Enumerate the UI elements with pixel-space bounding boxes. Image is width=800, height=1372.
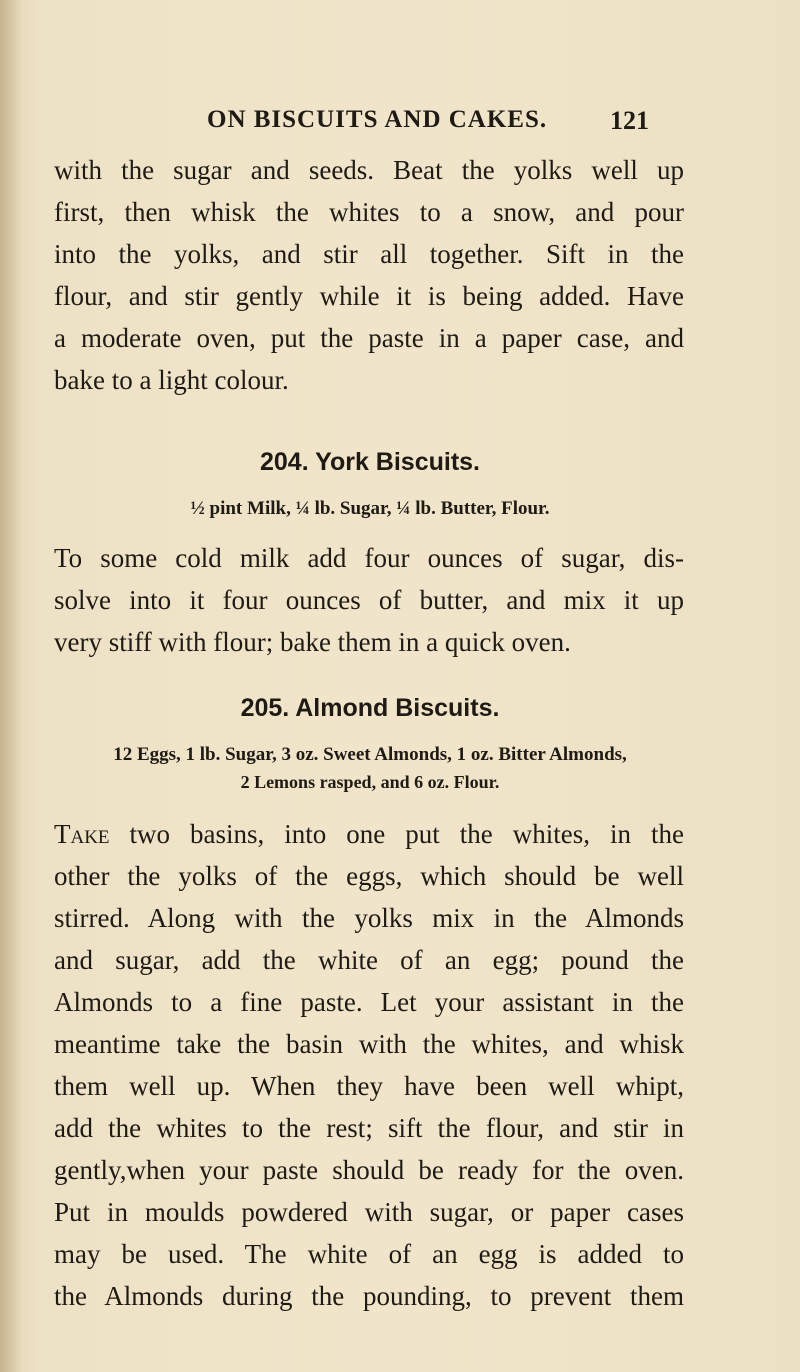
paragraph-first-line — [54, 816, 684, 852]
ingredients-list-205-line2: 2 Lemons rasped, and 6 oz. Flour. — [240, 772, 500, 792]
paragraph-line: and sugar, add the white of an egg; pound the — [54, 945, 684, 975]
paragraph-line: into the yolks, and stir all together. Sift in the — [54, 239, 684, 269]
paragraph-line: may be used. The white of an egg is added to — [54, 1239, 684, 1269]
paragraph-line: first, then whisk the whites to a snow, and pour — [54, 197, 684, 227]
paragraph-line: Put in moulds powdered with sugar, or paper cases — [54, 1197, 684, 1227]
paragraph-line: solve into it four ounces of butter, and mix it up — [54, 585, 684, 615]
paragraph-line: flour, and stir gently while it is being added. Have — [54, 281, 684, 311]
paragraph-line: stirred. Along with the yolks mix in the Almonds — [54, 903, 684, 933]
recipe-heading-205: 205. Almond Biscuits. — [240, 694, 500, 722]
recipe-heading-204: 204. York Biscuits. — [259, 448, 481, 476]
paragraph-line: the Almonds during the pounding, to prevent them — [54, 1281, 684, 1311]
paragraph-line: with the sugar and seeds. Beat the yolks well up — [54, 155, 684, 185]
running-title: ON BISCUITS AND CAKES. — [207, 106, 548, 133]
paragraph-line: them well up. When they have been well whipt, — [54, 1071, 684, 1101]
ingredients-list-205-line1: 12 Eggs, 1 lb. Sugar, 3 oz. Sweet Almonds, 1 oz. Bitter Almonds, — [113, 744, 627, 765]
first-line-text: two basins, into one put the whites, in the — [109, 819, 684, 849]
paragraph-line: meantime take the basin with the whites, and whisk — [54, 1029, 684, 1059]
paragraph-line: add the whites to the rest; sift the flour, and stir in — [54, 1113, 684, 1143]
paragraph-line: a moderate oven, put the paste in a paper case, and — [54, 323, 684, 353]
paragraph-line: Almonds to a fine paste. Let your assistant in the — [54, 987, 684, 1017]
paragraph-line: gently,when your paste should be ready for the oven. — [54, 1155, 684, 1185]
page-gutter-shadow — [0, 0, 22, 1372]
paragraph-line: bake to a light colour. — [54, 365, 289, 395]
paragraph-line: other the yolks of the eggs, which should be well — [54, 861, 684, 891]
paragraph-line: To some cold milk add four ounces of sugar, dis- — [54, 543, 684, 573]
ingredients-list-204: ½ pint Milk, ¼ lb. Sugar, ¼ lb. Butter, Flour. — [190, 498, 550, 519]
page-number: 121 — [610, 106, 649, 135]
drop-word: Take — [54, 819, 110, 849]
paragraph-line: very stiff with flour; bake them in a quick oven. — [54, 627, 571, 657]
running-head — [0, 106, 800, 136]
